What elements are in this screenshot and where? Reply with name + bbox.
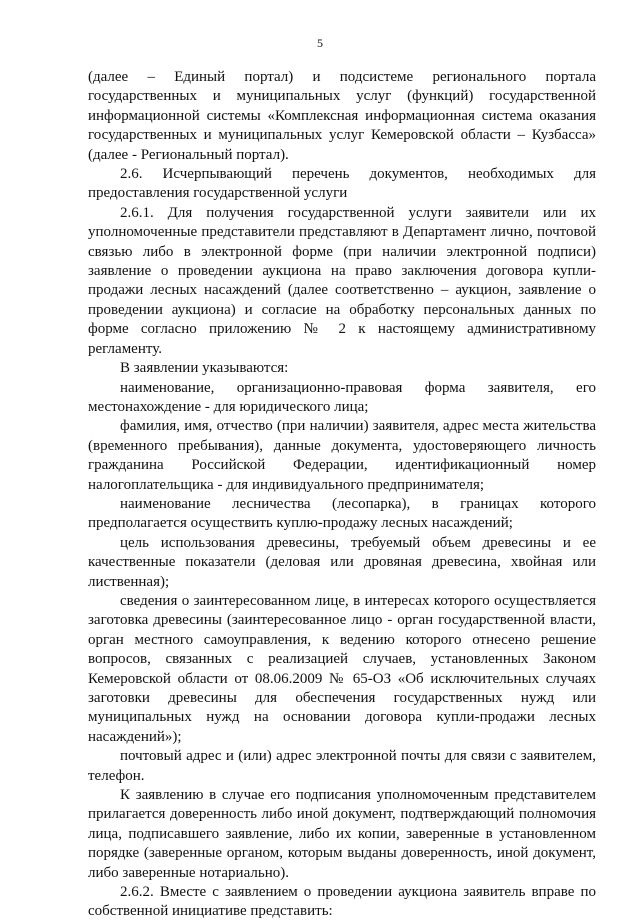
list-item-wood-purpose: цель использования древесины, требуемый объем древесины и ее качественные показатели (деловая или дровяная древесина, хвойная или лиственная); [88,534,596,590]
list-item-entrepreneur: фамилия, имя, отчество (при наличии) заявителя, адрес места жительства (временного пребывания), данные документа, удостоверяющего личность гражданина Российской Федерации, идентификационный номер налогоплательщика - для индивидуального предпринимателя; [88,418,596,493]
paragraph-section-2-6-1: 2.6.1. Для получения государственной услуги заявители или их уполномоченные представители представляют в Департамент лично, почтовой связью либо в электронной форме (при наличии электронной подписи) заявление о проведении аукциона на право заключения договора купли-продажи лесных насаждений (далее соответственно – аукцион, заявление о проведении аукциона) и согласие на обработку персональных данных по форме согласно приложению № 2 к настоящему административному регламенту. [88,204,596,357]
paragraph-application-contents-intro: В заявлении указываются: [120,360,289,377]
paragraph-section-2-6-2: 2.6.2. Вместе с заявлением о проведении аукциона заявитель вправе по собственной инициативе представить: [88,884,596,920]
list-item-legal-entity: наименование, организационно-правовая форма заявителя, его местонахождение - для юридического лица; [88,379,596,415]
paragraph-portal-continuation: (далее – Единый портал) и подсистеме регионального портала государственных и муниципальных услуг (функций) государственной информационной системы «Комплексная информационная система оказания государственных и муниципальных услуг Кемеровской области – Кузбасса» (далее - Региональный портал). [88,69,596,163]
paragraph-section-2-6: 2.6. Исчерпывающий перечень документов, необходимых для предоставления государственной услуги [88,166,596,202]
page-body [88,68,596,922]
list-item-forestry: наименование лесничества (лесопарка), в границах которого предполагается осуществить куплю-продажу лесных насаждений; [88,495,596,532]
list-item-interested-party: сведения о заинтересованном лице, в интересах которого осуществляется заготовка древесины (заинтересованное лицо - орган государственной власти, орган местного самоуправления, к ведению которого отнесено решение вопросов, связанных с реализацией случаев, установленных Законом Кемеровской области от 08.06.2009 № 65-ОЗ «Об исключительных случаях заготовки древесины для обеспечения государственных нужд или муниципальных нужд на основании договора купли-продажи лесных насаждений»); [88,592,596,745]
page-number: 5 [317,36,323,50]
list-item-contacts: почтовый адрес и (или) адрес электронной почты для связи с заявителем, телефон. [88,748,596,784]
paragraph-power-of-attorney: К заявлению в случае его подписания уполномоченным представителем прилагается доверенность либо иной документ, подтверждающий полномочия лица, подписавшего заявление, либо их копии, заверенные в установленном порядке (заверенные органом, которым выданы доверенность, иной документ, либо заверенные нотариально). [88,787,596,881]
